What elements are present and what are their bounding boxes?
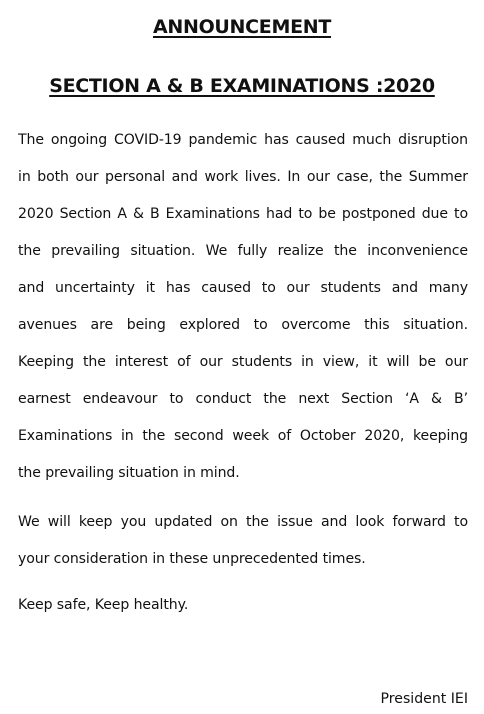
paragraph-line: and uncertainty it has caused to our students and many — [18, 280, 468, 296]
paragraph-line: in both our personal and work lives. In our case, the Summer — [18, 169, 468, 185]
announcement-subtitle: SECTION A & B EXAMINATIONS :2020 — [49, 75, 435, 97]
paragraph-covid-postponement — [18, 132, 468, 502]
paragraph-line: the prevailing situation in mind. — [18, 465, 240, 481]
paragraph-line: The ongoing COVID-19 pandemic has caused much disruption — [18, 132, 468, 148]
announcement-title: ANNOUNCEMENT — [152, 16, 332, 38]
paragraph-line: We will keep you updated on the issue and look forward to — [18, 514, 468, 530]
signature: President IEI — [380, 691, 468, 707]
paragraph-line: the prevailing situation. We fully realize the inconvenience — [18, 243, 468, 259]
paragraph-line: Keep safe, Keep healthy. — [18, 597, 189, 613]
paragraph-closing — [18, 597, 468, 634]
paragraph-updates — [18, 514, 468, 588]
paragraph-line: avenues are being explored to overcome this situation. — [18, 317, 468, 333]
paragraph-line: your consideration in these unprecedented times. — [18, 551, 366, 567]
paragraph-line: earnest endeavour to conduct the next Section ‘A & B’ — [18, 391, 468, 407]
paragraph-line: Examinations in the second week of October 2020, keeping — [18, 428, 468, 444]
paragraph-line: 2020 Section A & B Examinations had to be postponed due to — [18, 206, 468, 222]
paragraph-line: Keeping the interest of our students in view, it will be our — [18, 354, 468, 370]
